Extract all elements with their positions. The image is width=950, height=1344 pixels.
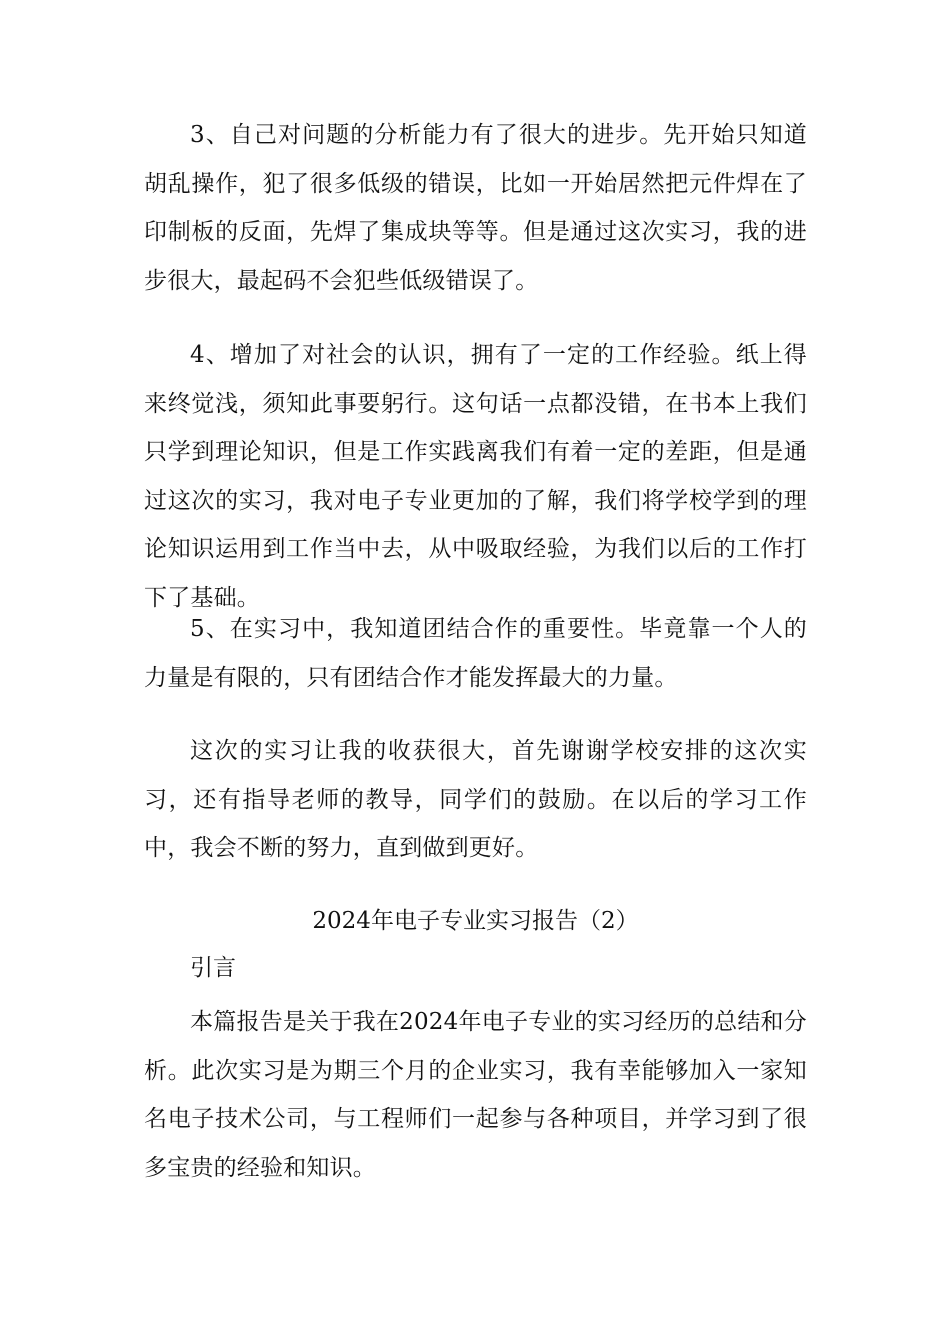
intro-paragraph: 本篇报告是关于我在2024年电子专业的实习经历的总结和分析。此次实习是为期三个月的企业实习，我有幸能够加入一家知名电子技术公司，与工程师们一起参与各种项目，并学习到了很多宝贵的经验和知识。 (144, 1009, 807, 1181)
paragraph-3: 3、自己对问题的分析能力有了很大的进步。先开始只知道胡乱操作，犯了很多低级的错误，比如一开始居然把元件焊在了印制板的反面，先焊了集成块等等。但是通过这次实习，我的进步很大，最起码不会犯些低级错误了。 (144, 122, 807, 294)
paragraph-4: 4、增加了对社会的认识，拥有了一定的工作经验。纸上得来终觉浅，须知此事要躬行。这句话一点都没错，在书本上我们只学到理论知识，但是工作实践离我们有着一定的差距，但是通过这次的实习，我对电子专业更加的了解，我们将学校学到的理论知识运用到工作当中去，从中吸取经验，为我们以后的工作打下了基础。 (144, 342, 807, 611)
subsection-title: 引言 (190, 955, 236, 981)
paragraph-conclusion: 这次的实习让我的收获很大，首先谢谢学校安排的这次实习，还有指导老师的教导，同学们的鼓励。在以后的学习工作中，我会不断的努力，直到做到更好。 (144, 738, 807, 861)
section-title: 2024年电子专业实习报告（2） (312, 908, 639, 934)
paragraph-5: 5、在实习中，我知道团结合作的重要性。毕竟靠一个人的力量是有限的，只有团结合作才能发挥最大的力量。 (144, 616, 807, 691)
